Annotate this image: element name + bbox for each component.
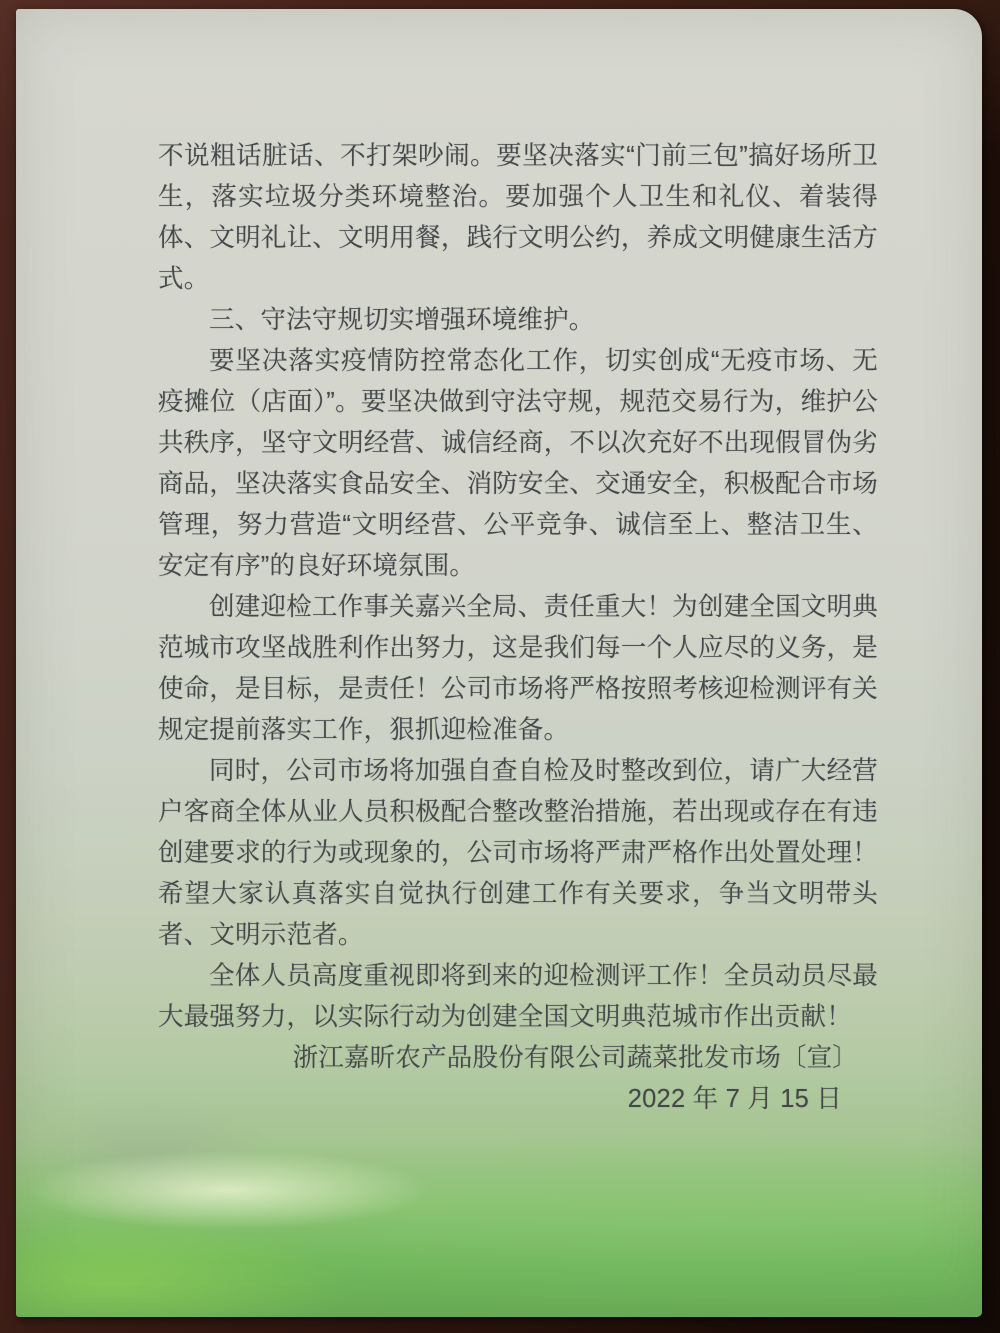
paragraph-inspection-importance: 创建迎检工作事关嘉兴全局、责任重大！为创建全国文明典范城市攻坚战胜利作出努力，这是我们每一个人应尽的义务，是使命，是目标，是责任！公司市场将严格按照考核迎检测评有关规定提前落实工作，狠抓迎检准备。 [158, 593, 878, 744]
paragraph-self-check-rectification: 同时，公司市场将加强自查自检及时整改到位，请广大经营户客商全体从业人员积极配合整改整治措施，若出现或存在有违创建要求的行为或现象的，公司市场将严肃严格作出处置处理！希望大家认真落实自觉执行创建工作有关要求，争当文明带头者、文明示范者。 [158, 757, 878, 949]
paragraph-mobilization-call: 全体人员高度重视即将到来的迎检测评工作！全员动员尽最大最强努力，以实际行动为创建全国文明典范城市作出贡献！ [158, 962, 878, 1031]
date-line: 2022 年 7 月 15 日 [627, 1085, 842, 1113]
notice-body [158, 9, 878, 1120]
paragraph-epidemic-market-rules: 要坚决落实疫情防控常态化工作，切实创成“无疫市场、无疫摊位（店面）”。要坚决做到守法守规，规范交易行为，维护公共秩序，坚守文明经营、诚信经商，不以次充好不出现假冒伪劣商品，坚决落实食品安全、消防安全、交通安全，积极配合市场管理，努力营造“文明经营、公平竞争、诚信至上、整洁卫生、安定有序”的良好环境氛围。 [158, 347, 878, 580]
notice-page [16, 9, 982, 1317]
paragraph-conduct-hygiene: 不说粗话脏话、不打架吵闹。要坚决落实“门前三包”搞好场所卫生，落实垃圾分类环境整治。要加强个人卫生和礼仪、着装得体、文明礼让、文明用餐，践行文明公约，养成文明健康生活方式。 [158, 142, 878, 293]
section-heading-three: 三、守法守规切实增强环境维护。 [209, 306, 595, 334]
signature-line: 浙江嘉昕农产品股份有限公司蔬菜批发市场〔宣〕 [292, 1044, 858, 1072]
